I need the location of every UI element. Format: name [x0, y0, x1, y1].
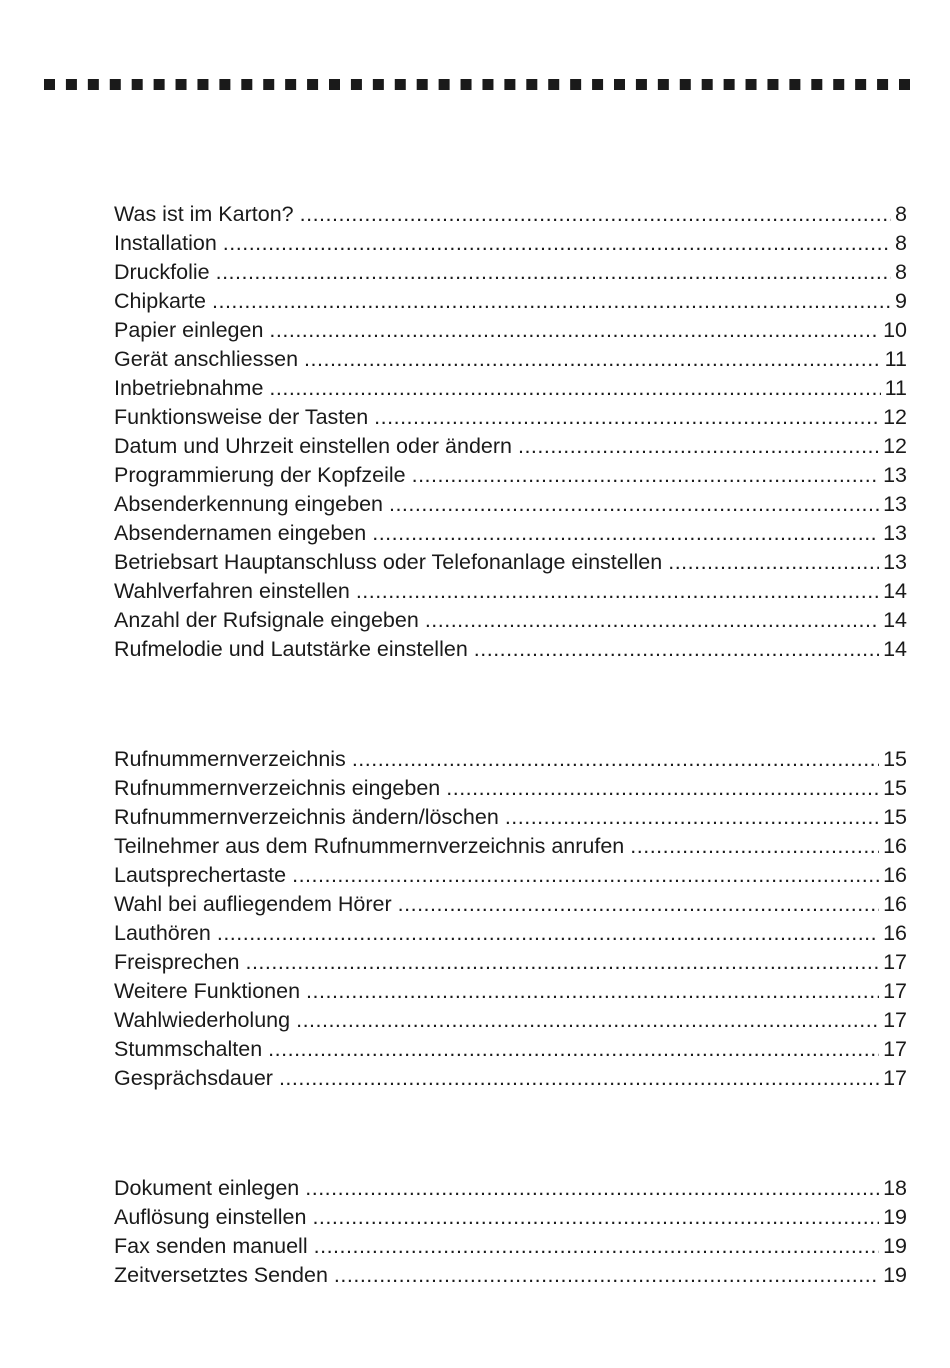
- border-square: [899, 79, 910, 90]
- border-square: [461, 79, 472, 90]
- toc-entry: [114, 948, 907, 977]
- toc-dot-leader: [668, 548, 879, 577]
- border-square: [570, 79, 581, 90]
- toc-entry-title: Zeitversetztes Senden: [114, 1263, 328, 1287]
- toc-entry: [114, 1232, 907, 1261]
- toc-entry-title: Fax senden manuell: [114, 1234, 308, 1258]
- toc-entry-title: Auflösung einstellen: [114, 1205, 307, 1229]
- toc-entry: [114, 519, 907, 548]
- border-square: [307, 79, 318, 90]
- border-square: [877, 79, 888, 90]
- toc-entry: [114, 1006, 907, 1035]
- toc-dot-leader: [292, 861, 879, 890]
- toc-entry-page-number: 8: [895, 231, 907, 255]
- toc-dot-leader: [216, 258, 891, 287]
- toc-dot-leader: [374, 403, 879, 432]
- toc-entry: [114, 890, 907, 919]
- toc-entry-page-number: 14: [883, 608, 907, 632]
- border-square: [614, 79, 625, 90]
- toc-entry-page-number: 17: [883, 979, 907, 1003]
- border-square: [636, 79, 647, 90]
- border-square: [746, 79, 757, 90]
- toc-dot-leader: [296, 1006, 879, 1035]
- toc-entry: [114, 229, 907, 258]
- toc-entry-page-number: 11: [884, 347, 907, 371]
- toc-entry-page-number: 13: [883, 550, 907, 574]
- toc-dot-leader: [412, 461, 879, 490]
- toc-dot-leader: [212, 287, 891, 316]
- toc-entry-page-number: 13: [883, 521, 907, 545]
- border-square: [417, 79, 428, 90]
- toc-section-fax: [114, 1174, 907, 1290]
- toc-entry-title: Absenderkennung eingeben: [114, 492, 383, 516]
- toc-dot-leader: [279, 1064, 879, 1093]
- toc-entry: [114, 287, 907, 316]
- border-square: [855, 79, 866, 90]
- toc-entry-page-number: 17: [883, 1066, 907, 1090]
- toc-dot-leader: [217, 919, 879, 948]
- toc-entry-title: Dokument einlegen: [114, 1176, 300, 1200]
- toc-entry-title: Anzahl der Rufsignale eingeben: [114, 608, 419, 632]
- border-square: [373, 79, 384, 90]
- toc-dot-leader: [305, 1174, 879, 1203]
- toc-entry-title: Was ist im Karton?: [114, 202, 294, 226]
- border-square: [658, 79, 669, 90]
- border-square: [351, 79, 362, 90]
- toc-entry-title: Datum und Uhrzeit einstellen oder ändern: [114, 434, 512, 458]
- toc-entry-title: Inbetriebnahme: [114, 376, 264, 400]
- border-square: [767, 79, 778, 90]
- toc-dot-leader: [269, 316, 879, 345]
- toc-dot-leader: [314, 1232, 879, 1261]
- toc-entry: [114, 745, 907, 774]
- border-square: [154, 79, 165, 90]
- toc-entry: [114, 606, 907, 635]
- toc-entry: [114, 403, 907, 432]
- toc-entry-title: Rufmelodie und Lautstärke einstellen: [114, 637, 468, 661]
- toc-entry: [114, 1035, 907, 1064]
- toc-dot-leader: [372, 519, 879, 548]
- toc-dot-leader: [356, 577, 879, 606]
- toc-entry-page-number: 15: [883, 747, 907, 771]
- toc-dot-leader: [505, 803, 879, 832]
- border-square: [439, 79, 450, 90]
- toc-dot-leader: [630, 832, 879, 861]
- toc-dot-leader: [389, 490, 879, 519]
- decorative-square-border: [44, 78, 910, 92]
- toc-entry: [114, 977, 907, 1006]
- border-square: [504, 79, 515, 90]
- border-square: [395, 79, 406, 90]
- toc-entry-title: Lauthören: [114, 921, 211, 945]
- toc-entry: [114, 861, 907, 890]
- toc-entry: [114, 1261, 907, 1290]
- toc-entry-page-number: 19: [883, 1234, 907, 1258]
- toc-dot-leader: [245, 948, 879, 977]
- toc-entry-title: Rufnummernverzeichnis eingeben: [114, 776, 441, 800]
- toc-dot-leader: [312, 1203, 879, 1232]
- toc-entry-page-number: 13: [883, 492, 907, 516]
- toc-entry-page-number: 11: [884, 376, 907, 400]
- toc-entry: [114, 774, 907, 803]
- toc-entry-title: Stummschalten: [114, 1037, 263, 1061]
- toc-entry-title: Funktionsweise der Tasten: [114, 405, 369, 429]
- border-square: [680, 79, 691, 90]
- toc-dot-leader: [334, 1261, 879, 1290]
- toc-entry-page-number: 8: [895, 202, 907, 226]
- toc-entry-page-number: 15: [883, 805, 907, 829]
- toc-entry: [114, 374, 907, 403]
- toc-entry-title: Gesprächsdauer: [114, 1066, 273, 1090]
- border-square: [197, 79, 208, 90]
- toc-entry-title: Programmierung der Kopfzeile: [114, 463, 406, 487]
- border-square: [44, 79, 55, 90]
- toc-dot-leader: [425, 606, 879, 635]
- toc-entry-title: Wahlwiederholung: [114, 1008, 291, 1032]
- square-border-graphic: [44, 78, 910, 92]
- toc-dot-leader: [352, 745, 879, 774]
- toc-dot-leader: [398, 890, 879, 919]
- toc-dot-leader: [518, 432, 879, 461]
- toc-entry-page-number: 17: [883, 950, 907, 974]
- toc-dot-leader: [306, 977, 879, 1006]
- toc-dot-leader: [446, 774, 879, 803]
- border-square: [285, 79, 296, 90]
- toc-dot-leader: [269, 374, 880, 403]
- border-square: [219, 79, 230, 90]
- toc-entry-page-number: 10: [883, 318, 907, 342]
- toc-entry: [114, 919, 907, 948]
- toc-entry: [114, 200, 907, 229]
- toc-entry: [114, 1064, 907, 1093]
- toc-entry-page-number: 19: [883, 1263, 907, 1287]
- toc-entry-page-number: 9: [895, 289, 907, 313]
- toc-entry-page-number: 15: [883, 776, 907, 800]
- toc-entry-title: Rufnummernverzeichnis ändern/löschen: [114, 805, 499, 829]
- toc-entry-page-number: 16: [883, 892, 907, 916]
- border-square: [482, 79, 493, 90]
- toc-dot-leader: [223, 229, 891, 258]
- toc-dot-leader: [268, 1035, 879, 1064]
- toc-entry-title: Papier einlegen: [114, 318, 264, 342]
- toc-entry-title: Druckfolie: [114, 260, 210, 284]
- toc-entry-page-number: 12: [883, 405, 907, 429]
- toc-entry: [114, 1174, 907, 1203]
- toc-entry: [114, 1203, 907, 1232]
- toc-entry-page-number: 13: [883, 463, 907, 487]
- toc-entry: [114, 258, 907, 287]
- toc-entry-page-number: 17: [883, 1037, 907, 1061]
- toc-section-phone: [114, 745, 907, 1093]
- toc-entry-title: Gerät anschliessen: [114, 347, 299, 371]
- toc-entry-page-number: 16: [883, 834, 907, 858]
- border-square: [110, 79, 121, 90]
- toc-entry-title: Freisprechen: [114, 950, 240, 974]
- border-square: [724, 79, 735, 90]
- toc-entry-page-number: 8: [895, 260, 907, 284]
- border-square: [811, 79, 822, 90]
- border-square: [132, 79, 143, 90]
- border-square: [66, 79, 77, 90]
- border-square: [176, 79, 187, 90]
- border-square: [833, 79, 844, 90]
- toc-entry: [114, 345, 907, 374]
- toc-section-setup: [114, 200, 907, 664]
- border-square: [789, 79, 800, 90]
- toc-entry: [114, 490, 907, 519]
- toc-dot-leader: [300, 200, 891, 229]
- toc-entry: [114, 316, 907, 345]
- toc-entry-page-number: 14: [883, 579, 907, 603]
- toc-entry: [114, 803, 907, 832]
- toc-entry-title: Weitere Funktionen: [114, 979, 301, 1003]
- toc-entry: [114, 461, 907, 490]
- toc-entry: [114, 635, 907, 664]
- border-square: [702, 79, 713, 90]
- border-square: [548, 79, 559, 90]
- border-square: [241, 79, 252, 90]
- toc-entry-page-number: 16: [883, 863, 907, 887]
- toc-dot-leader: [474, 635, 879, 664]
- border-square: [88, 79, 99, 90]
- border-square: [592, 79, 603, 90]
- toc-entry-page-number: 14: [883, 637, 907, 661]
- border-square: [329, 79, 340, 90]
- toc-entry-title: Rufnummernverzeichnis: [114, 747, 346, 771]
- border-square: [263, 79, 274, 90]
- toc-entry-title: Installation: [114, 231, 217, 255]
- toc-entry-page-number: 19: [883, 1205, 907, 1229]
- toc-entry-title: Wahlverfahren einstellen: [114, 579, 350, 603]
- toc-entry-title: Lautsprechertaste: [114, 863, 287, 887]
- toc-entry: [114, 548, 907, 577]
- toc-entry-page-number: 12: [883, 434, 907, 458]
- toc-entry-title: Betriebsart Hauptanschluss oder Telefonanlage einstellen: [114, 550, 663, 574]
- toc-entry-page-number: 17: [883, 1008, 907, 1032]
- toc-entry-page-number: 18: [883, 1176, 907, 1200]
- toc-entry-title: Teilnehmer aus dem Rufnummernverzeichnis anrufen: [114, 834, 625, 858]
- toc-entry-title: Wahl bei aufliegendem Hörer: [114, 892, 392, 916]
- toc-entry: [114, 832, 907, 861]
- toc-entry: [114, 432, 907, 461]
- toc-dot-leader: [304, 345, 881, 374]
- toc-entry-title: Absendernamen eingeben: [114, 521, 367, 545]
- toc-entry-page-number: 16: [883, 921, 907, 945]
- toc-entry: [114, 577, 907, 606]
- border-square: [526, 79, 537, 90]
- toc-entry-title: Chipkarte: [114, 289, 207, 313]
